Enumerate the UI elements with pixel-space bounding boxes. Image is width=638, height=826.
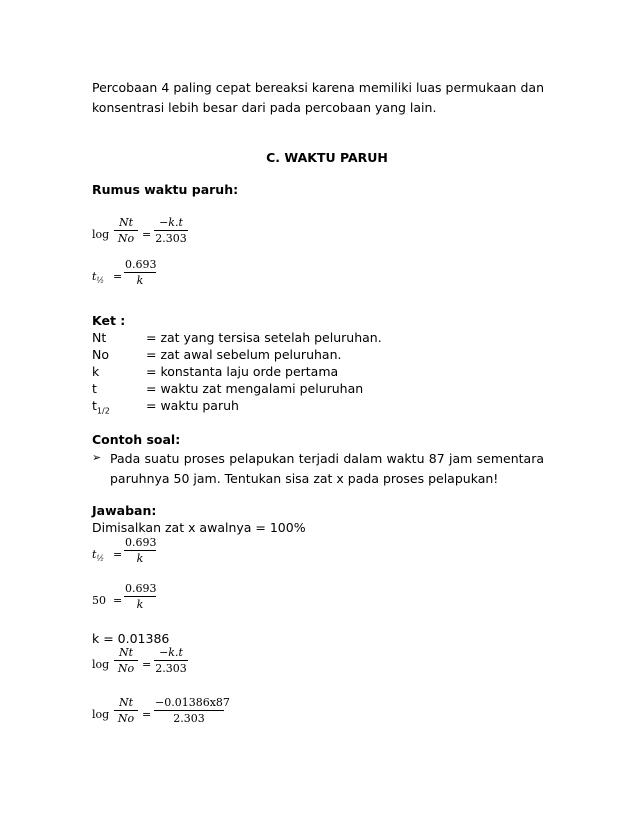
fraction-bar xyxy=(124,596,156,597)
fraction-denominator: k xyxy=(136,552,144,565)
rhs-fraction xyxy=(154,646,188,675)
log-operator: log xyxy=(92,228,110,241)
fraction-denominator: No xyxy=(117,712,135,725)
contoh-heading: Contoh soal: xyxy=(92,432,181,447)
rhs-fraction xyxy=(154,216,188,245)
ket-term: $t_{1/2}$ xyxy=(92,398,110,416)
fraction-numerator: 0.693 xyxy=(125,536,157,549)
fraction-bar xyxy=(154,230,188,231)
ket-definition: = waktu paruh xyxy=(146,398,239,413)
ket-definition: = waktu zat mengalami peluruhan xyxy=(146,381,364,396)
fraction-bar xyxy=(114,710,138,711)
fraction-denominator: 2.303 xyxy=(155,232,187,245)
fraction-bar xyxy=(154,710,224,711)
ket-term: No xyxy=(92,347,109,362)
log-operator: log xyxy=(92,708,110,721)
equals-sign: = xyxy=(142,708,152,721)
ket-heading: Ket : xyxy=(92,313,126,328)
rumus-heading: Rumus waktu paruh: xyxy=(92,182,239,197)
fraction-numerator: 0.693 xyxy=(125,258,157,271)
jawaban-assumption: Dimisalkan zat x awalnya = 100% xyxy=(92,520,306,535)
ket-definition: = zat awal sebelum peluruhan. xyxy=(146,347,342,362)
fraction-bar xyxy=(124,272,156,273)
half-life-value: 50 xyxy=(92,594,106,607)
fraction-numerator: −k.t xyxy=(159,646,183,659)
fraction-denominator: k xyxy=(136,274,144,287)
ket-term: t xyxy=(92,381,97,396)
log-operator: log xyxy=(92,658,110,671)
fraction-denominator: 2.303 xyxy=(173,712,205,725)
contoh-line-2: paruhnya 50 jam. Tentukan sisa zat x pada proses pelapukan! xyxy=(110,471,499,486)
equals-sign: = xyxy=(142,228,152,241)
fraction-denominator: k xyxy=(136,598,144,611)
half-life-fraction xyxy=(124,258,156,287)
equals-sign: = xyxy=(113,270,123,283)
fraction-bar xyxy=(114,230,138,231)
rhs-fraction xyxy=(154,696,230,725)
intro-paragraph xyxy=(92,78,544,118)
arrow-bullet-icon: ➢ xyxy=(92,451,102,464)
ratio-fraction xyxy=(114,216,138,245)
equals-sign: = xyxy=(142,658,152,671)
fraction-numerator: Nt xyxy=(118,216,134,229)
ket-term: Nt xyxy=(92,330,107,345)
ratio-fraction xyxy=(114,646,138,675)
fraction-denominator: No xyxy=(117,232,135,245)
fraction-numerator: 0.693 xyxy=(125,582,157,595)
equals-sign: = xyxy=(113,594,123,607)
ket-definition: = zat yang tersisa setelah peluruhan. xyxy=(146,330,382,345)
half-life-symbol: $t_{\frac{1}{2}}$ xyxy=(92,548,105,564)
ket-term: k xyxy=(92,364,100,379)
fraction-numerator: −k.t xyxy=(159,216,183,229)
fraction-numerator: Nt xyxy=(118,646,134,659)
contoh-paragraph xyxy=(110,449,544,489)
fraction-bar xyxy=(114,660,138,661)
ket-definition: = konstanta laju orde pertama xyxy=(146,364,339,379)
fraction-bar xyxy=(124,550,156,551)
fraction-numerator: −0.01386x87 xyxy=(155,696,230,709)
half-life-symbol: $t_{\frac{1}{2}}$ xyxy=(92,270,105,286)
ratio-fraction xyxy=(114,696,138,725)
section-title: C. WAKTU PARUH xyxy=(266,150,388,165)
fraction-denominator: 2.303 xyxy=(155,662,187,675)
fraction-numerator: Nt xyxy=(118,696,134,709)
k-value: k = 0.01386 xyxy=(92,631,170,646)
fifty-fraction xyxy=(124,582,156,611)
half-life-fraction xyxy=(124,536,156,565)
fraction-denominator: No xyxy=(117,662,135,675)
equals-sign: = xyxy=(113,548,123,561)
intro-line-1: Percobaan 4 paling cepat bereaksi karena memiliki luas permukaan dan xyxy=(92,80,544,95)
jawaban-heading: Jawaban: xyxy=(92,503,157,518)
intro-line-2: konsentrasi lebih besar dari pada percobaan yang lain. xyxy=(92,100,437,115)
fraction-bar xyxy=(154,660,188,661)
contoh-line-1: Pada suatu proses pelapukan terjadi dalam waktu 87 jam sementara xyxy=(110,451,544,466)
